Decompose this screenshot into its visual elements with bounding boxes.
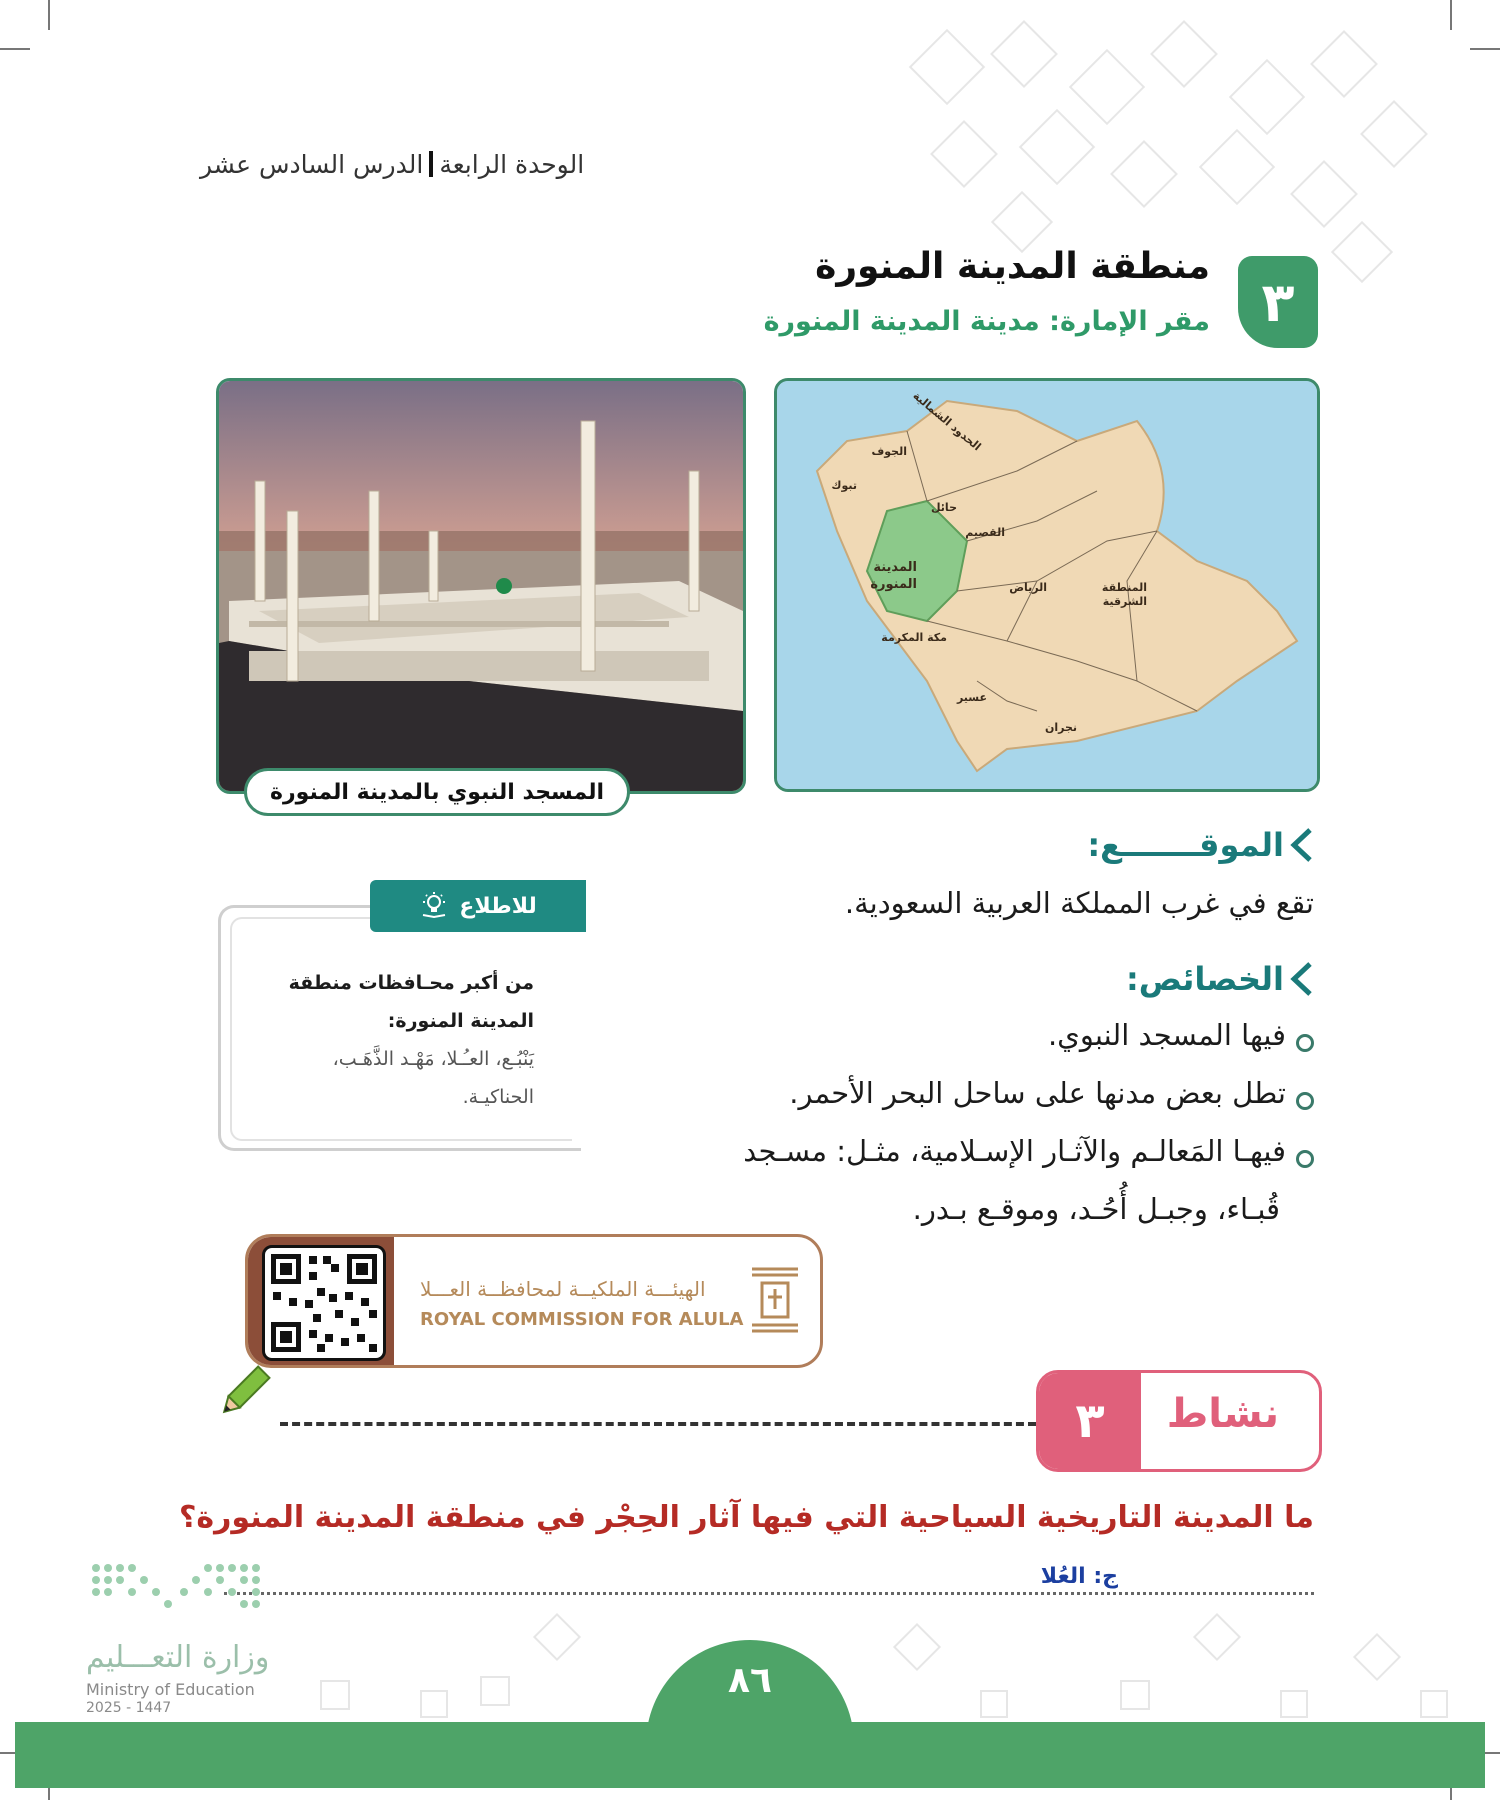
list-item (1048, 1018, 1314, 1052)
activity-badge (1036, 1370, 1322, 1472)
crop-mark (1450, 0, 1452, 30)
info-line: الحناكيـة. (462, 1086, 534, 1108)
features-heading (1126, 960, 1316, 998)
org-name-english: ROYAL COMMISSION FOR ALULA (420, 1309, 744, 1330)
chevron-left-icon (1290, 962, 1316, 996)
bullet-icon (1296, 1092, 1314, 1110)
list-item-continuation: قُبـاء، وجبـل أُحُـد، وموقـع بـدر. (912, 1192, 1280, 1226)
section-number-badge: ٣ (1238, 256, 1318, 348)
info-line: من أكبر محـافظات منطقة (288, 972, 534, 994)
info-tab (370, 880, 586, 932)
map-label-makkah: مكة المكرمة (881, 631, 947, 644)
royal-commission-logo-icon (748, 1263, 802, 1337)
qr-card[interactable] (245, 1234, 823, 1368)
photo-caption: المسجد النبوي بالمدينة المنورة (244, 768, 630, 816)
info-tab-label: للاطلاع (459, 893, 537, 919)
ministry-logo-icon (88, 1560, 268, 1616)
map-label-madinah-1: المدينة (873, 560, 917, 575)
answer-dashed-line (280, 1422, 1036, 1426)
lightbulb-book-icon (419, 891, 449, 921)
ministry-year: 2025 - 1447 (86, 1700, 172, 1716)
org-name-arabic: الهيئـــة الملكيــة لمحافظــة العـــلا (420, 1277, 706, 1301)
list-item (743, 1134, 1314, 1168)
list-item (789, 1076, 1314, 1110)
bullet-icon (1296, 1034, 1314, 1052)
page-title: منطقة المدينة المنورة (815, 246, 1210, 287)
map-label-madinah-2: المنورة (870, 577, 917, 592)
info-line: يَنْبُـع، العـُـلا، مَهْـد الذَّهَـب، (332, 1048, 534, 1070)
pencil-icon (214, 1362, 274, 1422)
map-label-najran: نجران (1044, 721, 1077, 734)
list-item-text: تطل بعض مدنها على ساحل البحر الأحمر. (789, 1076, 1286, 1110)
location-heading-text: الموقـــــــع: (1087, 826, 1284, 864)
list-item-text: فيها المسجد النبوي. (1047, 1018, 1286, 1052)
location-text: تقع في غرب المملكة العربية السعودية. (844, 886, 1314, 920)
crop-mark (0, 48, 30, 50)
breadcrumb-lesson: الدرس السادس عشر (200, 150, 424, 179)
qr-code-icon[interactable] (262, 1245, 386, 1361)
activity-answer: ج: العُلا (1040, 1564, 1118, 1589)
crop-mark (1470, 48, 1500, 50)
ministry-name-english: Ministry of Education (86, 1680, 255, 1699)
mosque-photo (216, 378, 746, 794)
features-heading-text: الخصائص: (1125, 960, 1284, 998)
map-label-eastern-1: المنطقة (1101, 581, 1147, 594)
activity-label: نشاط (1166, 1391, 1279, 1437)
breadcrumb (200, 150, 620, 190)
qr-panel (248, 1237, 394, 1365)
answer-dotted-line (224, 1592, 1314, 1595)
map-label-eastern-2: الشرقية (1102, 595, 1147, 608)
map-label-jouf: الجوف (871, 445, 907, 458)
list-item-text: فيهـا المَعالـم والآثـار الإسـلامية، مثـل: مسـجد (743, 1134, 1286, 1168)
map-label-northern: الحدود الشمالية (910, 389, 984, 454)
ministry-name-arabic: وزارة التعـــليم (86, 1640, 270, 1675)
bullet-icon (1296, 1150, 1314, 1168)
saudi-regions-map (774, 378, 1320, 792)
page-number: ٨٦ (728, 1660, 772, 1701)
info-line: المدينة المنورة: (387, 1010, 534, 1032)
activity-question: ما المدينة التاريخية السياحية التي فيها آثار الحِجْر في منطقة المدينة المنورة؟ (179, 1500, 1314, 1535)
map-label-qassim: القصيم (965, 526, 1005, 539)
activity-number: ٣ (1039, 1373, 1141, 1469)
crop-mark (48, 0, 50, 30)
breadcrumb-unit: الوحدة الرابعة (439, 150, 585, 179)
map-label-riyadh: الرياض (1009, 581, 1047, 594)
map-label-asir: عسير (956, 691, 987, 704)
location-heading (1087, 826, 1316, 864)
page-subtitle: مقر الإمارة: مدينة المدينة المنورة (763, 306, 1210, 337)
map-label-tabuk: تبوك (831, 479, 857, 492)
breadcrumb-separator (429, 151, 433, 177)
map-label-hail: حائل (930, 501, 957, 514)
chevron-left-icon (1290, 828, 1316, 862)
